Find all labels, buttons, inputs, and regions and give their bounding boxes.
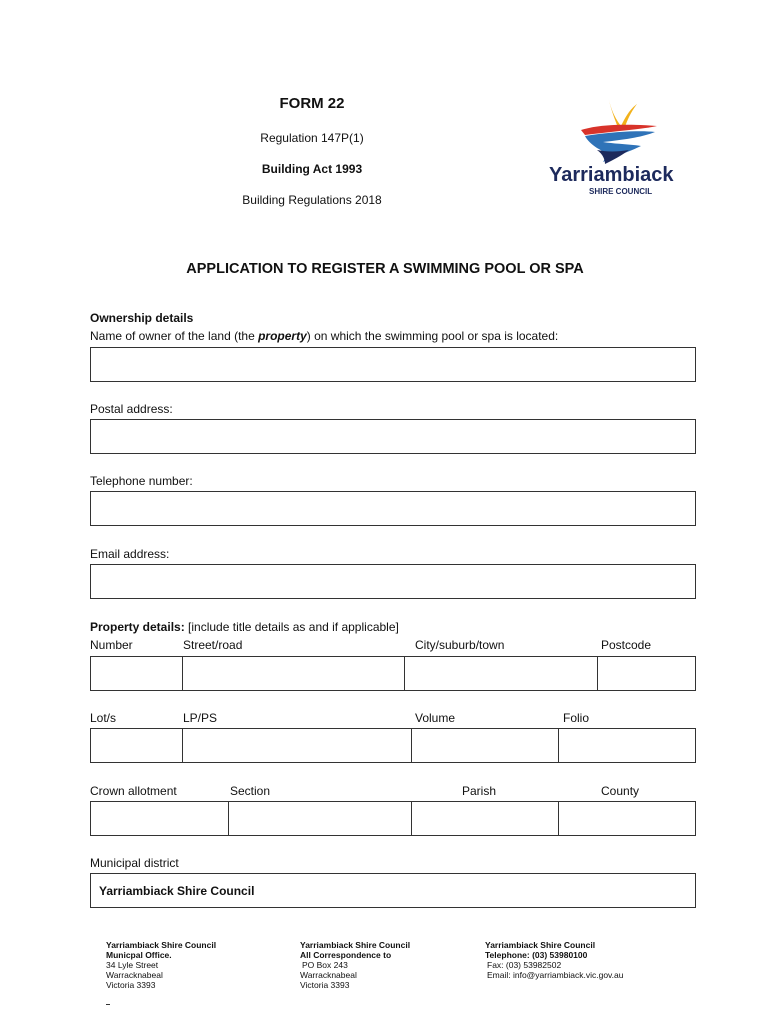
email-label: Email address: — [90, 547, 170, 561]
county-field[interactable] — [558, 801, 696, 836]
lpps-field[interactable] — [182, 728, 412, 763]
lot-label: Lot/s — [90, 711, 117, 725]
owner-name-label: Name of owner of the land (the property) on which the swimming pool or spa is located: — [90, 329, 559, 343]
telephone-field[interactable] — [90, 491, 696, 526]
number-label: Number — [90, 638, 133, 652]
form-title: APPLICATION TO REGISTER A SWIMMING POOL OR SPA — [186, 261, 584, 277]
folio-label: Folio — [563, 711, 590, 725]
city-field[interactable] — [404, 656, 598, 691]
postcode-label: Postcode — [601, 638, 652, 652]
form-number: FORM 22 — [279, 95, 345, 112]
municipal-district-field[interactable]: Yarriambiack Shire Council — [90, 873, 696, 908]
logo-subtitle: SHIRE COUNCIL — [589, 187, 653, 196]
act-reference: Building Act 1993 — [261, 162, 363, 176]
volume-label: Volume — [415, 711, 456, 725]
number-field[interactable] — [90, 656, 183, 691]
footer-postal-address: Yarriambiack Shire Council All Correspondence to PO Box 243 Warracknabeal Victoria 3393 — [300, 940, 411, 990]
logo-name: Yarriambiack — [549, 164, 674, 186]
parish-label: Parish — [462, 784, 497, 798]
footer-mark — [106, 1004, 110, 1005]
lot-field[interactable] — [90, 728, 183, 763]
postal-address-field[interactable] — [90, 419, 696, 454]
section-label: Section — [230, 784, 271, 798]
footer-contact: Yarriambiack Shire Council Telephone: (03) 53980100 Fax: (03) 53982502 Email: info@yarriambiack.vic.gov.au — [485, 940, 624, 980]
volume-field[interactable] — [411, 728, 559, 763]
crown-allotment-field[interactable] — [90, 801, 229, 836]
parish-field[interactable] — [411, 801, 559, 836]
postal-address-label: Postal address: — [90, 402, 173, 416]
postcode-field[interactable] — [597, 656, 696, 691]
yarriambiack-logo-icon — [545, 90, 695, 200]
county-label: County — [601, 784, 640, 798]
crown-allotment-label: Crown allotment — [90, 784, 177, 798]
ownership-heading: Ownership details — [90, 311, 194, 325]
regulation-reference: Regulation 147P(1) — [260, 131, 364, 145]
email-field[interactable] — [90, 564, 696, 599]
section-field[interactable] — [228, 801, 412, 836]
regulations-reference: Building Regulations 2018 — [242, 193, 382, 207]
property-heading: Property details: [include title details as and if applicable] — [90, 620, 399, 634]
owner-name-field[interactable] — [90, 347, 696, 382]
folio-field[interactable] — [558, 728, 696, 763]
telephone-label: Telephone number: — [90, 474, 193, 488]
street-field[interactable] — [182, 656, 405, 691]
footer-office-address: Yarriambiack Shire Council Municpal Office. 34 Lyle Street Warracknabeal Victoria 3393 — [106, 940, 217, 990]
city-label: City/suburb/town — [415, 638, 505, 652]
council-logo — [545, 90, 695, 200]
lpps-label: LP/PS — [183, 711, 218, 725]
street-label: Street/road — [183, 638, 243, 652]
municipal-district-label: Municipal district — [90, 856, 179, 870]
